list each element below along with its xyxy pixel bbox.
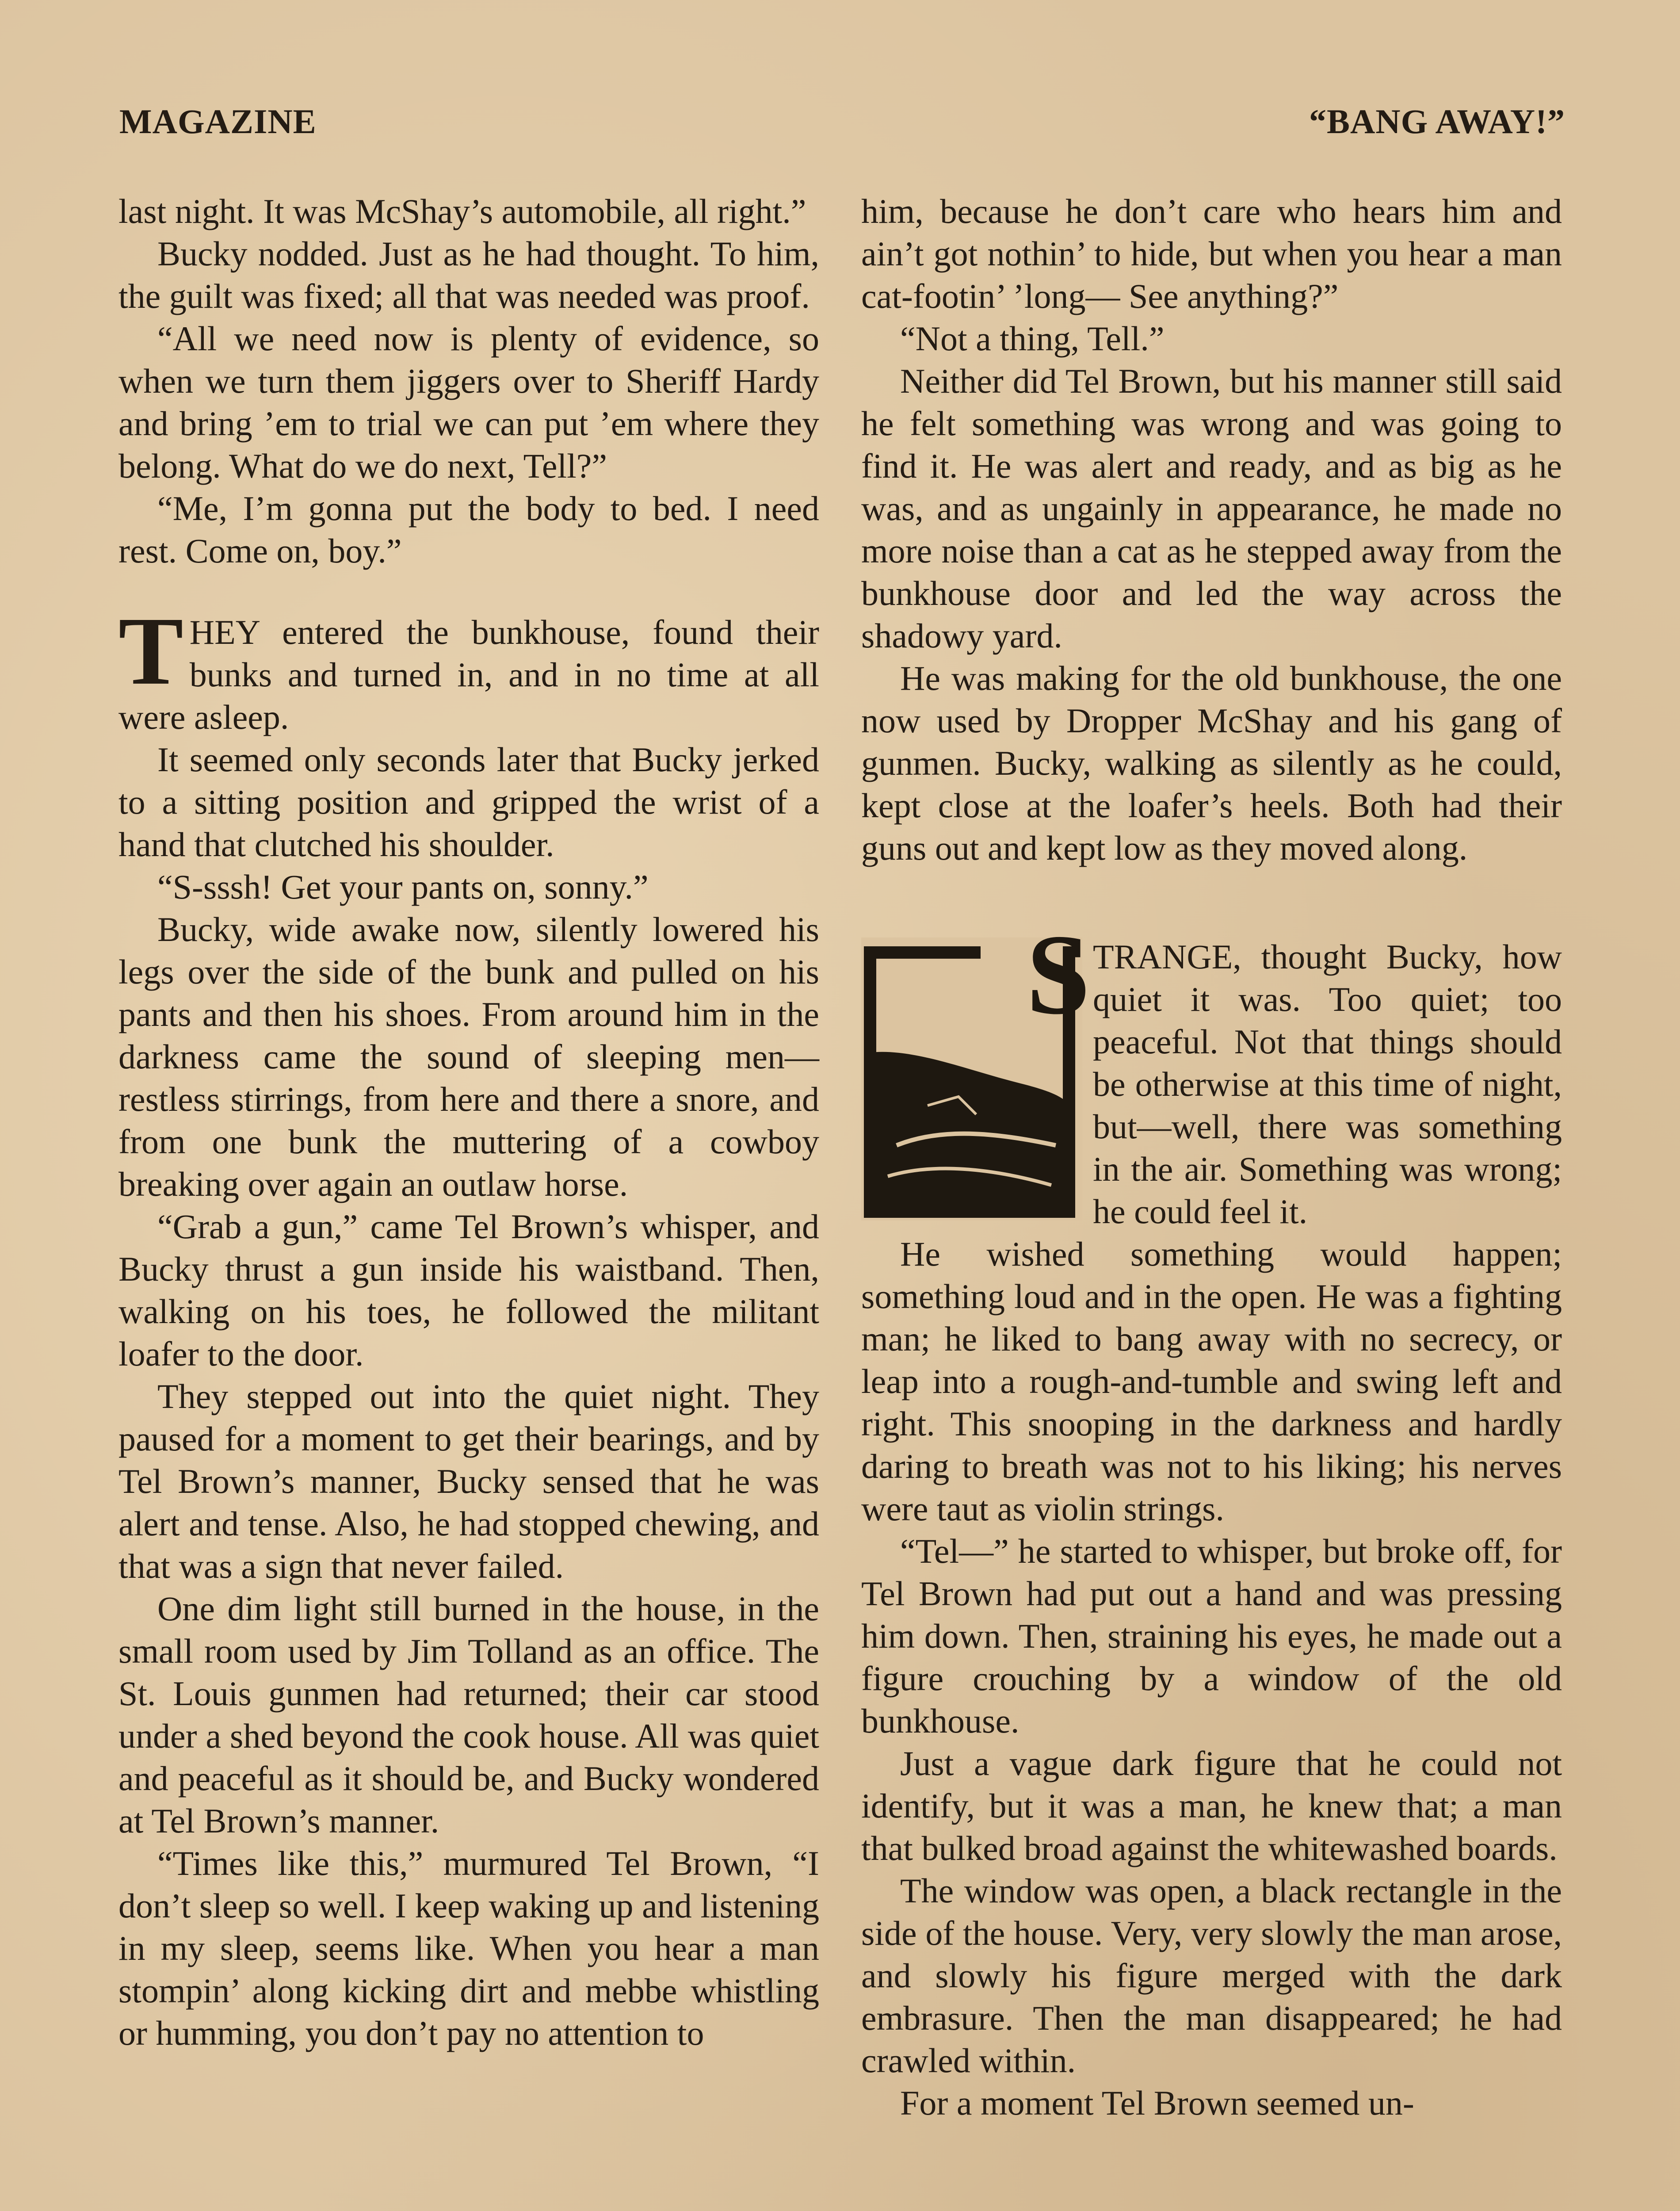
drop-cap: T: [118, 597, 183, 705]
paragraph: Bucky nodded. Just as he had thought. To him, the guilt was fixed; all that was needed was proof.: [118, 234, 819, 315]
paragraph: He was making for the old bunkhouse, the one now used by Dropper McShay and his gang of gunmen. Bucky, walking as silently as he could, kept close at the loafer’s heels. Both had their guns out and kept low as they moved along.: [861, 659, 1562, 867]
magazine-title: MAGAZINE: [119, 102, 317, 141]
drop-cap: S: [1026, 911, 1090, 1038]
paragraph: him, because he don’t care who hears him and ain’t got nothin’ to hide, but when you hear a man cat-footin’ ’long— See anything?”: [861, 192, 1562, 315]
paragraph: “Grab a gun,” came Tel Brown’s whisper, and Bucky thrust a gun inside his waistband. Then, walking on his toes, he followed the militant loafer to the door.: [118, 1207, 819, 1373]
section-opening-paragraph: [118, 597, 819, 738]
paragraph-text: TRANGE, thought Bucky, how quiet it was. Too quiet; too peaceful. Not that things should be otherwise at this time of night, but—well, there was something in the air. Something was wrong; he could feel it.: [1093, 937, 1562, 1231]
paragraph: For a moment Tel Brown seemed un-: [900, 2084, 1414, 2122]
running-head: [119, 102, 1565, 150]
paragraph: They stepped out into the quiet night. They paused for a moment to get their bearings, and by Tel Brown’s manner, Bucky sensed that he was alert and tense. Also, he had stopped chewing, and that was a sign that never failed.: [118, 1377, 819, 1585]
paragraph: The window was open, a black rectangle in the side of the house. Very, very slowly the man arose, and slowly his figure merged with the dark embrasure. Then the man disappeared; he had crawled within.: [861, 1871, 1562, 2080]
paragraph: last night. It was McShay’s automobile, all right.”: [118, 192, 806, 230]
left-column: [118, 190, 819, 2054]
paragraph: “Me, I’m gonna put the body to bed. I need rest. Come on, boy.”: [118, 489, 819, 570]
paragraph: It seemed only seconds later that Bucky jerked to a sitting position and gripped the wrist of a hand that clutched his shoulder.: [118, 740, 819, 864]
paragraph: “Not a thing, Tell.”: [900, 319, 1165, 358]
paragraph: Bucky, wide awake now, silently lowered his legs over the side of the bunk and pulled on his pants and then his shoes. From around him in the darkness came the sound of sleeping men—restless stirrings, from here and there a snore, and from one bunk the muttering of a cowboy breaking over again an outlaw horse.: [118, 910, 819, 1203]
story-title: “BANG AWAY!”: [1309, 102, 1565, 141]
paragraph: “Tel—” he started to whisper, but broke off, for Tel Brown had put out a hand and was pressing him down. Then, straining his eyes, he made out a figure crouching by a window of the old bunkhouse.: [861, 1532, 1562, 1740]
paragraph-text: HEY entered the bunkhouse, found their bunks and turned in, and in no time at all were asleep.: [118, 613, 819, 736]
paragraph: Neither did Tel Brown, but his manner still said he felt something was wrong and was going to find it. He was alert and ready, and as big as he was, and as ungainly in appearance, he made no more noise than a cat as he stepped away from the bunkhouse door and led the way across the shadowy yard.: [861, 362, 1562, 655]
decorative-illustration: [861, 911, 1090, 1220]
paragraph: “All we need now is plenty of evidence, so when we turn them jiggers over to Sheriff Hardy and bring ’em to trial we can put ’em where they belong. What do we do next, Tell?”: [118, 319, 819, 485]
paragraph: Just a vague dark figure that he could not identify, but it was a man, he knew that; a man that bulked broad against the whitewashed boards.: [861, 1744, 1562, 1867]
right-column: [861, 190, 1562, 2124]
paragraph: He wished something would happen; something loud and in the open. He was a fighting man; he liked to bang away with no secrecy, or leap into a rough-and-tumble and swing left and right. This snooping in the darkness and hardly daring to breath was not to his liking; his nerves were taut as violin strings.: [861, 1235, 1562, 1528]
paragraph: “S-sssh! Get your pants on, sonny.”: [157, 868, 649, 906]
paragraph: One dim light still burned in the house, in the small room used by Jim Tolland as an office. The St. Louis gunmen had returned; their car stood under a shed beyond the cook house. All was quiet and peaceful as it should be, and Bucky wondered at Tel Brown’s manner.: [118, 1589, 819, 1840]
illustrated-section-opening: [861, 911, 1562, 1233]
paragraph: “Times like this,” murmured Tel Brown, “I don’t sleep so well. I keep waking up and listening in my sleep, seems like. When you hear a man stompin’ along kicking dirt and mebbe whistling or humming, you don’t pay no attention to: [118, 1844, 819, 2052]
